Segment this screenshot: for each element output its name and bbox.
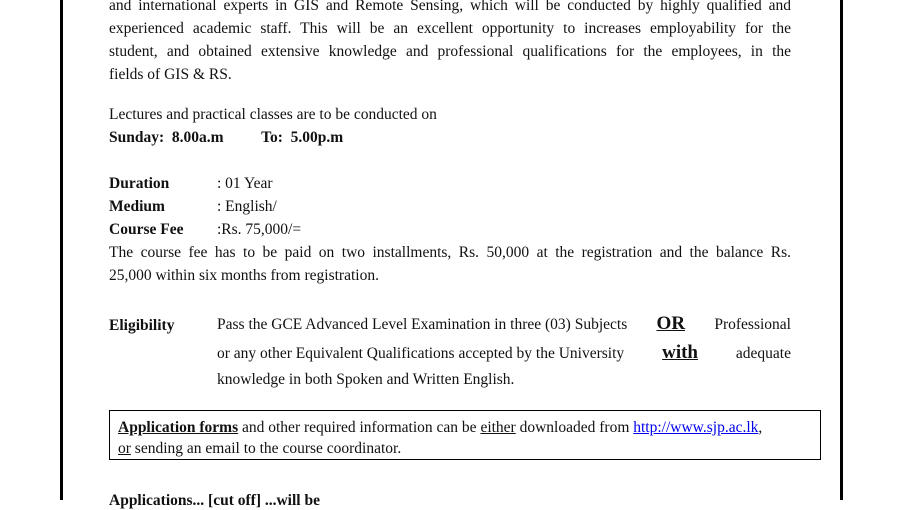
application-line-2 [118, 440, 401, 458]
eligibility-line-1 [217, 313, 791, 335]
intro-line-1: and international experts in GIS and Remote Sensing, which will be conducted by highly qualified and [109, 0, 791, 14]
eligibility-line-2a: or any other Equivalent Qualifications accepted by the University [217, 345, 625, 362]
duration-row [109, 175, 273, 193]
application-either: either [480, 419, 516, 436]
application-or: or [118, 440, 131, 457]
medium-value: : English/ [217, 198, 277, 215]
medium-label: Medium [109, 198, 165, 215]
application-text-3: sending an email to the course coordinator. [134, 440, 402, 457]
schedule-start: 8.00a.m [171, 129, 224, 146]
footer-partial-text: Applications... [cut off] ...will be [109, 492, 320, 509]
schedule-day: Sunday: [109, 129, 165, 146]
medium-row [109, 198, 277, 216]
eligibility-or: OR [656, 313, 686, 334]
duration-value: : 01 Year [217, 175, 273, 192]
eligibility-label: Eligibility [109, 317, 175, 334]
application-forms-label: Application forms [118, 419, 239, 436]
fee-row [109, 221, 301, 239]
eligibility-line-1b: Professional [714, 316, 791, 333]
eligibility-line-2 [217, 342, 791, 364]
intro-line-3: student, and obtained extensive knowledge and professional qualifications for the employees, in the [109, 43, 791, 60]
application-text-2: downloaded from [519, 419, 630, 436]
fee-value: :Rs. 75,000/= [217, 221, 302, 238]
eligibility-line-1a: Pass the GCE Advanced Level Examination in three (03) Subjects [217, 316, 628, 333]
application-text-1: and other required information can be [242, 419, 477, 436]
intro-line-4: fields of GIS & RS. [109, 66, 232, 83]
application-comma: , [758, 419, 763, 436]
fee-note-line-1: The course fee has to be paid on two installments, Rs. 50,000 at the registration and the balance Rs. [109, 244, 791, 261]
website-link[interactable]: http://www.sjp.ac.lk [633, 419, 759, 436]
eligibility-line-2b: adequate [735, 345, 791, 362]
schedule-to-label: To: [261, 129, 283, 146]
eligibility-line-3: knowledge in both Spoken and Written English. [217, 371, 515, 388]
schedule-times [109, 129, 343, 147]
schedule-end: 5.00p.m [290, 129, 344, 146]
application-line-1 [118, 419, 762, 437]
fee-label: Course Fee [109, 221, 184, 238]
page-frame-left [60, 0, 63, 500]
fee-note-line-2: 25,000 within six months from registration. [109, 267, 379, 284]
intro-line-2: experienced academic staff. This will be an excellent opportunity to increases employability for the [109, 20, 791, 37]
page-frame-right [840, 0, 843, 500]
footer-partial-line [109, 490, 379, 510]
duration-label: Duration [109, 175, 170, 192]
eligibility-with: with [662, 342, 698, 363]
application-box [109, 410, 821, 460]
schedule-intro: Lectures and practical classes are to be conducted on [109, 106, 437, 123]
